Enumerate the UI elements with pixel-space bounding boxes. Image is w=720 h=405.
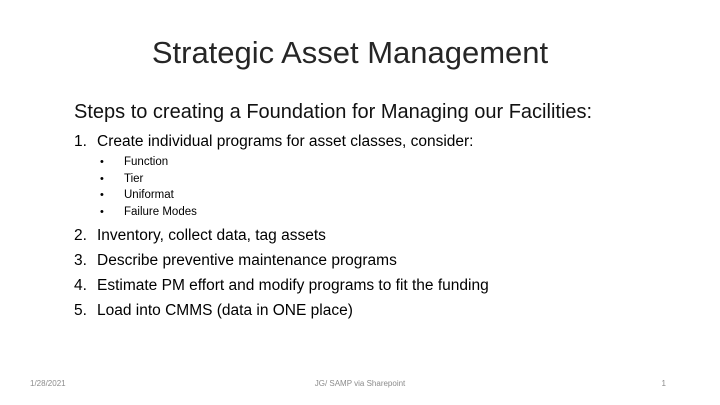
slide-title: Strategic Asset Management [151,35,549,70]
footer-source: JG/ SAMP via Sharepoint [314,379,406,388]
consider-item [97,154,674,171]
bullet-icon: • [100,189,104,201]
step-number: 5. [74,302,87,319]
bullet-icon: • [100,205,104,218]
step-text: Create individual programs for asset classes, consider: [97,133,474,150]
consider-item [97,204,674,221]
step-item [74,132,674,220]
bullet-icon: • [100,172,104,185]
slide-number: 1 [661,379,666,388]
step-text: Load into CMMS (data in ONE place) [97,302,353,319]
consider-text: Tier [124,172,144,185]
bullet-icon: • [100,156,104,168]
consider-item [97,171,674,188]
step-item [74,301,674,321]
step-text: Describe preventive maintenance programs [97,252,397,269]
step-number: 2. [74,227,87,244]
step-item [74,276,674,296]
consider-text: Failure Modes [124,205,197,218]
step-item [74,226,674,246]
slide-subtitle: Steps to creating a Foundation for Managing our Facilities: [74,101,593,123]
consider-item [97,187,674,204]
consider-list [97,154,674,220]
step-text: Inventory, collect data, tag assets [97,227,326,244]
step-number: 4. [74,277,87,294]
footer-date: 1/28/2021 [30,379,66,388]
step-number: 1. [74,133,87,150]
step-item [74,251,674,271]
steps-list [74,132,674,326]
step-text: Estimate PM effort and modify programs to fit the funding [97,277,489,294]
step-number: 3. [74,252,87,269]
consider-text: Function [124,156,169,168]
consider-text: Uniformat [124,189,174,201]
